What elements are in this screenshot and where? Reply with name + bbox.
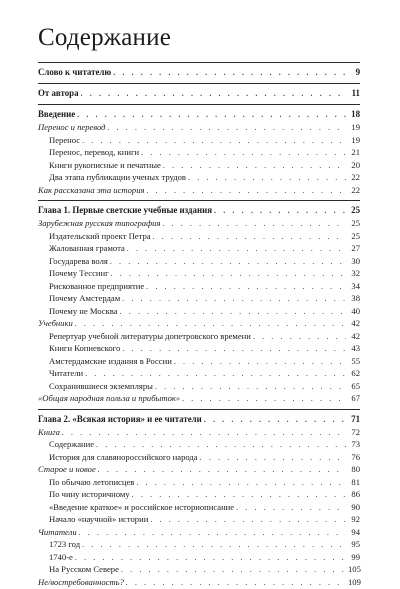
toc-entry-label: Книги рукописные и печатные [49,159,163,172]
toc-entry-label: Перенос, перевод, книги [49,146,141,159]
toc-entry[interactable] [38,267,360,280]
toc-entry-label: Содержание [49,438,96,451]
toc-entry[interactable] [38,380,360,393]
toc-entry-page: 99 [346,551,360,564]
toc-entry-page: 25 [346,217,360,230]
toc-entry-page: 18 [346,108,360,121]
toc-entry-label: Почему Тессинг [49,267,111,280]
toc-entry[interactable] [38,292,360,305]
toc-entry[interactable] [38,146,360,159]
toc-entry-page: 62 [346,367,360,380]
toc-entry[interactable] [38,501,360,514]
toc-entry-label: История для славянороссийского народа [49,451,200,464]
toc-entry-label: Введение [38,108,77,121]
toc-entry-page: 25 [346,204,360,217]
toc-entry-page: 80 [346,463,360,476]
toc-entry-page: 92 [346,513,360,526]
toc-entry-page: 32 [346,267,360,280]
toc-entry-label: Репертуар учебной литературы допетровского времени [49,330,253,343]
toc-entry[interactable] [38,451,360,464]
toc-entry-page: 11 [346,87,360,100]
toc-entry-page: 40 [346,305,360,318]
toc-entry-page: 22 [346,184,360,197]
toc-entry-page: 72 [346,426,360,439]
toc-entry-label: Глава 2. «Всякая история» и ее читатели [38,413,204,426]
toc-entry-label: «Введение краткое» и российское историописание [49,501,236,514]
toc-entry[interactable] [38,184,360,197]
toc-entry-page: 43 [346,342,360,355]
toc-entry[interactable] [38,134,360,147]
toc-entry-label: От автора [38,87,81,100]
toc-entry[interactable] [38,413,360,426]
dot-leader [182,393,346,406]
toc-entry[interactable] [38,438,360,451]
table-of-contents [38,62,360,588]
toc-entry-label: По обычаю летописцев [49,476,136,489]
toc-entry-page: 19 [346,134,360,147]
toc-entry-page: 71 [346,413,360,426]
toc-entry-page: 42 [346,330,360,343]
toc-entry[interactable] [38,538,360,551]
toc-entry-page: 27 [346,242,360,255]
toc-entry[interactable] [38,476,360,489]
toc-entry-label: Амстердамские издания в России [49,355,174,368]
toc-entry-page: 86 [346,488,360,501]
toc-entry[interactable] [38,108,360,121]
toc-entry-label: Зарубежная русская типография [38,217,162,230]
toc-entry-label: На Русском Севере [49,563,121,576]
toc-entry[interactable] [38,159,360,172]
toc-entry-label: Слово к читателю [38,66,113,79]
dot-leader [214,204,346,217]
toc-entry[interactable] [38,87,360,100]
toc-entry[interactable] [38,576,360,589]
toc-entry-page: 95 [346,538,360,551]
toc-entry[interactable] [38,121,360,134]
toc-entry-label: Почему Амстердам [49,292,122,305]
toc-entry-page: 19 [346,121,360,134]
toc-entry[interactable] [38,367,360,380]
toc-entry-label: Перенос [49,134,82,147]
toc-entry[interactable] [38,242,360,255]
toc-entry[interactable] [38,551,360,564]
toc-entry-label: Два этапа публикации ученых трудов [49,171,188,184]
toc-entry[interactable] [38,392,360,405]
toc-entry[interactable] [38,342,360,355]
toc-entry[interactable] [38,305,360,318]
toc-entry-page: 109 [346,576,360,589]
toc-entry-page: 67 [346,392,360,405]
toc-entry[interactable] [38,280,360,293]
toc-entry-label: Старое и новое [38,463,98,476]
toc-entry-label: 1723 год [49,538,82,551]
toc-entry-label: Учебники [38,317,75,330]
dot-leader [81,87,346,100]
dot-leader [147,185,347,198]
toc-entry-label: Почему не Москва [49,305,120,318]
toc-entry[interactable] [38,488,360,501]
toc-entry-page: 105 [346,563,360,576]
toc-entry-page: 73 [346,438,360,451]
toc-entry[interactable] [38,230,360,243]
toc-entry-label: «Общая народная польза и прибыток» [38,392,182,405]
dot-leader [77,108,346,121]
toc-entry-label: Книги Копиевского [49,342,122,355]
toc-entry-page: 94 [346,526,360,539]
toc-entry-page: 9 [346,66,360,79]
toc-entry-page: 30 [346,255,360,268]
toc-entry-page: 21 [346,146,360,159]
toc-entry[interactable] [38,204,360,217]
toc-entry[interactable] [38,171,360,184]
toc-entry[interactable] [38,526,360,539]
toc-entry-page: 42 [346,317,360,330]
dot-leader [126,577,346,589]
toc-entry[interactable] [38,330,360,343]
toc-entry-label: 1740-е [49,551,75,564]
toc-entry-label: Читатели [49,367,85,380]
toc-entry-page: 55 [346,355,360,368]
toc-entry-label: Читатели [38,526,79,539]
toc-entry[interactable] [38,463,360,476]
toc-entry-page: 65 [346,380,360,393]
toc-entry-page: 38 [346,292,360,305]
toc-entry[interactable] [38,217,360,230]
toc-entry-page: 22 [346,171,360,184]
toc-entry-label: Издательский проект Петра [49,230,153,243]
toc-entry-label: Рискованное предприятие [49,280,146,293]
toc-entry-label: Книга [38,426,62,439]
toc-entry-label: Не/востребованность? [38,576,126,589]
dot-leader [113,66,346,79]
toc-entry-label: Как рассказана эта история [38,184,147,197]
toc-entry[interactable] [38,255,360,268]
toc-entry-page: 76 [346,451,360,464]
page-title: Содержание [38,24,171,52]
toc-entry-label: По чину историчному [49,488,132,501]
toc-entry[interactable] [38,563,360,576]
toc-entry[interactable] [38,355,360,368]
toc-entry-label: Сохранившиеся экземпляры [49,380,155,393]
toc-entry-label: Перенос и перевод [38,121,107,134]
toc-entry-page: 20 [346,159,360,172]
toc-entry-page: 81 [346,476,360,489]
toc-entry-page: 34 [346,280,360,293]
toc-entry-label: Государева воля [49,255,110,268]
toc-entry[interactable] [38,426,360,439]
toc-entry[interactable] [38,317,360,330]
toc-entry-page: 90 [346,501,360,514]
dot-leader [204,413,346,426]
toc-entry-label: Начало «научной» истории [49,513,150,526]
toc-entry-page: 25 [346,230,360,243]
toc-entry-label: Жалованная грамота [49,242,127,255]
toc-entry-label: Глава 1. Первые светские учебные издания [38,204,214,217]
toc-entry[interactable] [38,66,360,79]
toc-entry[interactable] [38,513,360,526]
